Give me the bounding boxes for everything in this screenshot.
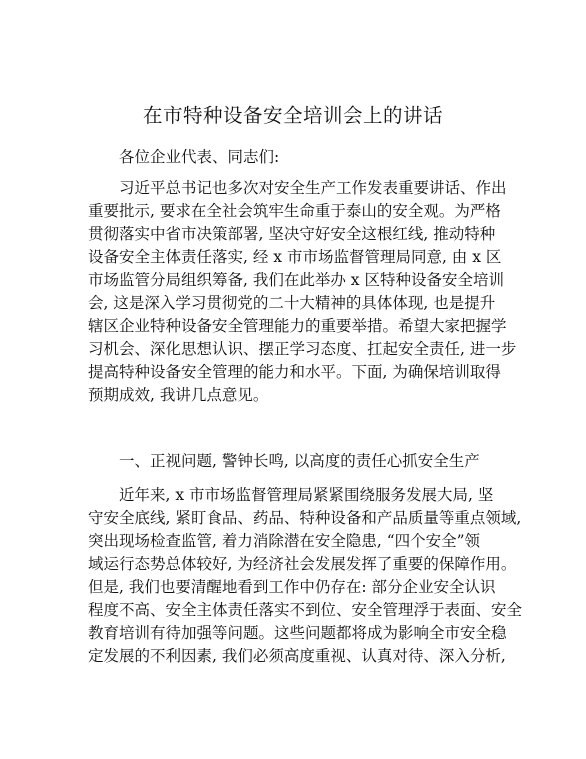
salutation [88,146,508,169]
paragraph-line: 程度不高、安全主体责任落实不到位、安全管理浮于表面、安全 [88,601,523,619]
paragraph-line: 提高特种设备安全管理的能力和水平。下面, 为确保培训取得 [88,363,501,381]
paragraph-line: 贯彻落实中省市决策部署, 坚决守好安全这根红线, 推动特种 [88,225,496,243]
paragraph-2 [88,484,523,668]
page-title: 在市特种设备安全培训会上的讲话 [142,104,443,127]
paragraph-line: 预期成效, 我讲几点意见。 [88,386,269,404]
paragraph-line: 域运行态势总体较好, 为经济社会发展发挥了重要的保障作用。 [88,555,517,573]
paragraph-line: 市场监管分局组织筹备, 我们在此举办 x 区特种设备安全培训 [88,271,504,289]
section-heading-1 [88,450,508,473]
paragraph-line: 会, 这是深入学习贯彻党的二十大精神的具体体现, 也是提升 [88,294,496,312]
salutation-line: 各位企业代表、同志们: [119,148,280,166]
paragraph-line: 定发展的不利因素, 我们必须高度重视、认真对待、深入分析, [88,647,506,665]
paragraph-line: 但是, 我们也要清醒地看到工作中仍存在: 部分企业安全认识 [88,578,496,596]
paragraph-line: 设备安全主体责任落实, 经 x 市市场监督管理局同意, 由 x 区 [88,248,502,266]
paragraph-1 [88,177,517,407]
paragraph-line: 近年来, x 市市场监督管理局紧紧围绕服务发展大局, 坚 [119,486,494,504]
paragraph-line: 习机会、深化思想认识、摆正学习态度、扛起安全责任, 进一步 [88,340,517,358]
paragraph-line: 守安全底线, 紧盯食品、药品、特种设备和产品质量等重点领域, [88,509,522,527]
paragraph-line: 习近平总书记也多次对安全生产工作发表重要讲话、作出 [119,179,507,197]
paragraph-line: 重要批示, 要求在全社会筑牢生命重于泰山的安全观。为严格 [88,202,501,220]
paragraph-line: 突出现场检查监管, 着力消除潜在安全隐患, “四个安全”领 [88,532,481,550]
paragraph-line: 教育培训有待加强等问题。这些问题都将成为影响全市安全稳 [88,624,507,642]
section-heading-line: 一、正视问题, 警钟长鸣, 以高度的责任心抓安全生产 [119,452,480,470]
paragraph-line: 辖区企业特种设备安全管理能力的重要举措。希望大家把握学 [88,317,507,335]
